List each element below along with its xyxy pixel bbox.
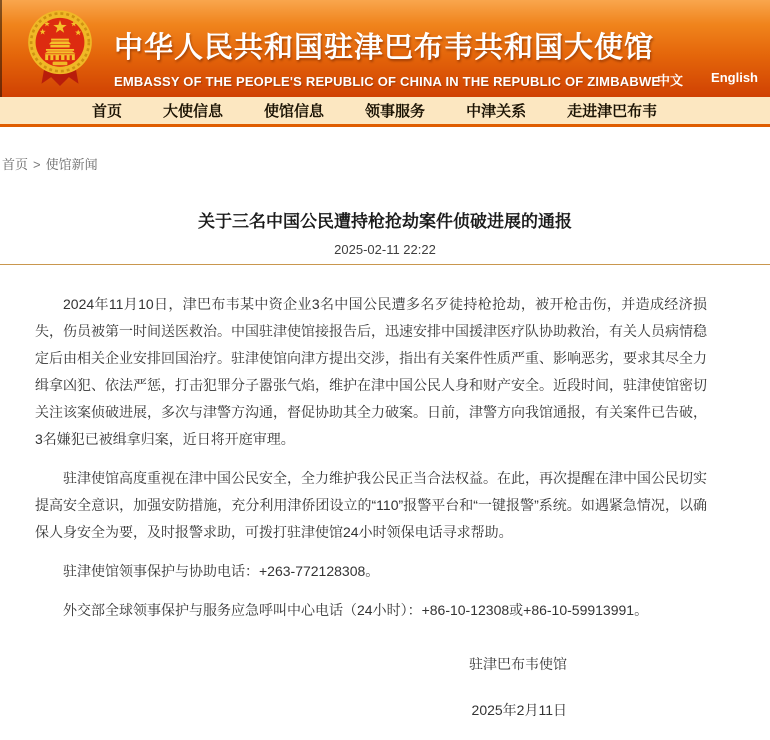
breadcrumb (2, 154, 770, 173)
china-national-emblem-icon (23, 6, 97, 92)
signature-date: 2025年2月11日 (471, 702, 567, 718)
article-title: 关于三名中国公民遭持枪抢劫案件侦破进展的通报 (198, 212, 572, 231)
nav-item-about-zimbabwe[interactable]: 走进津巴布韦 (567, 103, 658, 120)
lang-link-chinese[interactable]: 中文 (657, 73, 684, 88)
nav-item-china-zimbabwe-relations[interactable]: 中津关系 (466, 103, 527, 120)
article-paragraph: 驻津使馆高度重视在津中国公民安全，全力维护我公民正当合法权益。在此，再次提醒在津中国公民切实提高安全意识，加强安防措施，充分利用津侨团设立的“110”报警平台和“一键报警”系统。如遇紧急情况，以确保人身安全为要，及时报警求助，可拨打驻津使馆24小时领保电话寻求帮助。 (35, 470, 707, 540)
nav-item-home[interactable]: 首页 (92, 103, 123, 120)
embassy-title-english: EMBASSY OF THE PEOPLE'S REPUBLIC OF CHINA IN THE REPUBLIC OF ZIMBABWE (114, 74, 661, 89)
signature-name: 驻津巴布韦使馆 (469, 656, 567, 672)
nav-item-embassy-info[interactable]: 使馆信息 (264, 103, 325, 120)
embassy-title-chinese: 中华人民共和国驻津巴布韦共和国大使馆 (114, 32, 655, 64)
embassy-titles (114, 25, 660, 89)
article-content (0, 207, 770, 740)
article-datetime: 2025-02-11 22:22 (334, 242, 436, 257)
article-paragraph: 2024年11月10日，津巴布韦某中资企业3名中国公民遭多名歹徒持枪抢劫，被开枪击伤，并造成经济损失，伤员被第一时间送医救治。中国驻津使馆接报告后，迅速安排中国援津医疗队协助救治，有关人员病情稳定后由相关企业安排回国治疗。驻津使馆向津方提出交涉，指出有关案件性质严重、影响恶劣，要求其尽全力缉拿凶犯、依法严惩，打击犯罪分子嚣张气焰，维护在津中国公民人身和财产安全。近段时间，驻津使馆密切关注该案侦破进展，多次与津警方沟通，督促协助其全力破案。日前，津警方向我馆通报，有关案件已告破，3名嫌犯已被缉拿归案，近日将开庭审理。 (35, 296, 707, 447)
breadcrumb-home-link[interactable]: 首页 (2, 157, 29, 172)
language-switcher (657, 70, 758, 89)
masthead (0, 0, 770, 97)
article-paragraph-mfa-hotline: 外交部全球领事保护与服务应急呼叫中心电话（24小时）：+86-10-12308或+86-10-59913991。 (63, 602, 649, 618)
breadcrumb-separator: > (33, 157, 41, 172)
article-body (0, 265, 770, 740)
lang-link-english[interactable]: English (711, 70, 758, 85)
article-signature (35, 654, 707, 740)
article-paragraph-consular-phone: 驻津使馆领事保护与协助电话：+263-772128308。 (63, 563, 380, 579)
breadcrumb-current-link[interactable]: 使馆新闻 (45, 157, 98, 172)
main-navigation (0, 97, 770, 127)
nav-item-consular-services[interactable]: 领事服务 (365, 103, 426, 120)
nav-item-ambassador-info[interactable]: 大使信息 (163, 103, 224, 120)
